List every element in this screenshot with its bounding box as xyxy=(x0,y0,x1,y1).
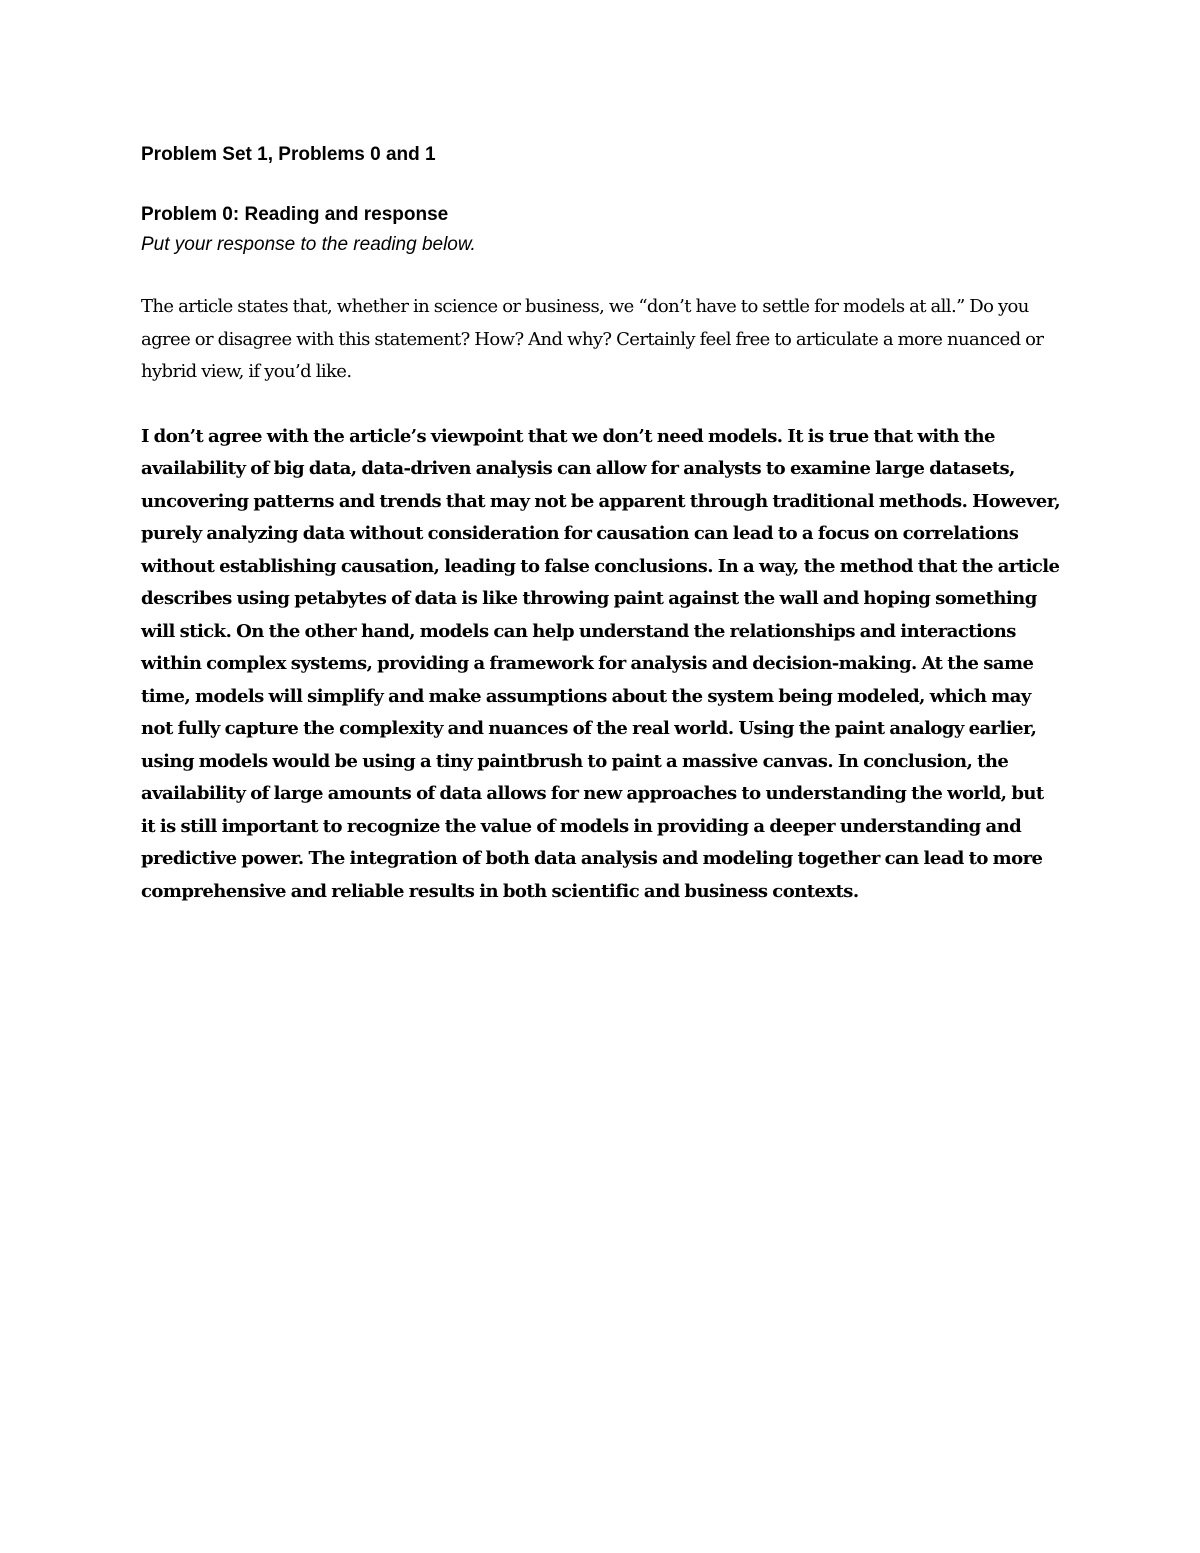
problem-0-instruction: Put your response to the reading below. xyxy=(141,234,476,255)
problem-0-heading: Problem 0: Reading and response xyxy=(141,204,449,225)
document-title: Problem Set 1, Problems 0 and 1 xyxy=(141,144,436,165)
problem-0-response: I don’t agree with the article’s viewpoint that we don’t need models. It is true that with the availability of big data, data-driven analysis can allow for analysts to examine large datasets, uncovering patterns and trends that may not be apparent through traditional methods. However, purely analyzing data without consideration for causation can lead to a focus on correlations without establishing causation, leading to false conclusions. In a way, the method that the article describes using petabytes of data is like throwing paint against the wall and hoping something will stick. On the other hand, models can help understand the relationships and interactions within complex systems, providing a framework for analysis and decision-making. At the same time, models will simplify and make assumptions about the system being modeled, which may not fully capture the complexity and nuances of the real world. Using the paint analogy earlier, using models would be using a tiny paintbrush to paint a massive canvas. In conclusion, the availability of large amounts of data allows for new approaches to understanding the world, but it is still important to recognize the value of models in providing a deeper understanding and predictive power. The integration of both data analysis and modeling together can lead to more comprehensive and reliable results in both scientific and business contexts. xyxy=(141,425,1061,902)
problem-0-prompt: The article states that, whether in science or business, we “don’t have to settle for models at all.” Do you agree or disagree with this statement? How? And why? Certainly feel free to articulate a more nuanced or hybrid view, if you’d like. xyxy=(141,296,1044,382)
page-content xyxy=(141,141,1061,908)
